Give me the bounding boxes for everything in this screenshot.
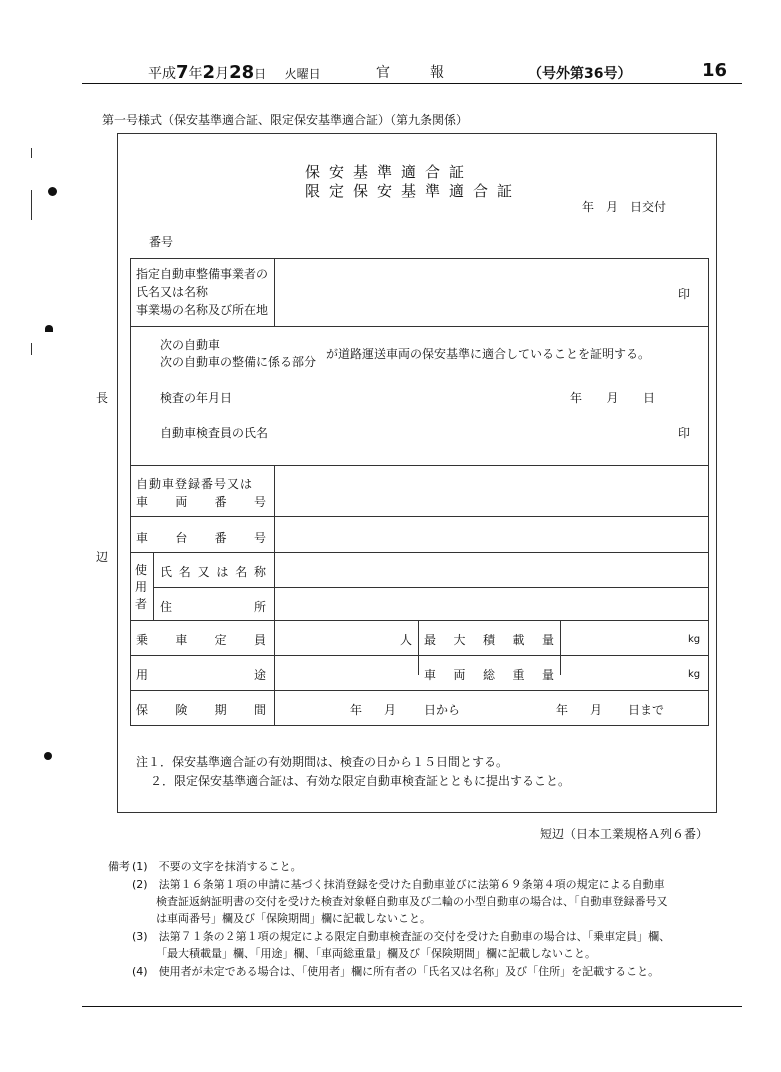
capacity-label: 乗 車 定 員 [136,633,266,647]
inspection-date-label: 検査の年月日 [160,391,233,405]
table-line [153,552,154,620]
remark-2-line-2: 検査証返納証明書の交付を受けた検査対象軽自動車及び二輪の小型自動車の場合は、「自動車登録番号又 [156,895,668,908]
remark-1: (1) 不要の文字を抹消すること。 [132,860,302,873]
gross-weight-label: 車 両 総 重 量 [424,668,554,682]
weekday: 火曜日 [284,67,321,81]
use-label: 用 途 [136,668,266,682]
max-load-label: 最 大 積 載 量 [424,633,554,647]
gross-weight-unit: kg [688,669,701,680]
table-line [130,690,708,691]
remarks-title: 備考 [108,860,130,873]
inspector-seal: 印 [678,426,691,440]
user-name-label: 氏 名 又 は 名 称 [160,565,266,579]
day: 28 [229,62,255,83]
user-address-label: 住 所 [160,600,266,614]
day-unit: 日 [254,67,267,81]
year: 7 [176,62,189,83]
number-label: 番号 [149,235,174,249]
margin-tick [31,148,32,158]
margin-tick [31,343,32,355]
table-line [274,258,275,326]
punch-hole-mark [44,752,52,760]
form-caption: 第一号様式（保安基準適合証、限定保安基準適合証）（第九条関係） [102,113,469,127]
next-parts-label: 次の自動車の整備に係る部分 [160,355,317,369]
table-line [708,258,709,711]
reg-label-1: 自動車登録番号又は [136,477,254,491]
maintainer-label-1: 指定自動車整備事業者の [136,267,269,281]
year-unit: 年 [188,66,203,82]
gazette-name-2: 報 [430,65,444,81]
maintainer-label-3: 事業場の名称及び所在地 [136,303,269,317]
person-unit: 人 [400,633,413,647]
table-line [560,620,561,675]
footer-rule [82,1006,742,1007]
remark-3-line-1: (3) 法第７１条の２第１項の規定による限定自動車検査証の交付を受けた自動車の場合は、「乗車定員」欄、 [132,930,671,943]
form-note-1: 注１．保安基準適合証の有効期間は、検査の日から１５日間とする。 [136,755,509,769]
table-line [130,620,708,621]
remark-2-line-1: (2) 法第１６条第１項の申請に基づく抹消登録を受けた自動車並びに法第６９条第４項の規定による自動車 [132,878,665,891]
maintainer-seal: 印 [678,287,691,301]
table-line [130,690,131,726]
insurance-to-ym: 年 月 [556,703,602,717]
table-line [130,258,708,259]
table-line [130,465,708,466]
insurance-to: 日まで [628,703,665,717]
table-line [130,725,709,726]
insurance-label: 保 険 期 間 [136,703,266,717]
max-load-unit: kg [688,634,701,645]
remark-2-line-3: は車両番号」欄及び「保険期間」欄に記載しないこと。 [156,912,431,925]
table-line [130,552,708,553]
issue-date: 年 月 日交付 [582,200,667,214]
table-line [130,655,708,656]
inspection-date-fields: 年 月 日 [570,391,655,405]
page-number: 16 [702,60,728,81]
certify-statement: が道路運送車両の保安基準に適合していることを証明する。 [326,347,651,361]
title-certificate: 保安基準適合証 [305,163,474,181]
table-line [130,326,708,327]
table-line [153,587,708,588]
next-vehicle-label: 次の自動車 [160,338,221,352]
title-limited-certificate: 限定保安基準適合証 [305,182,522,200]
insurance-from: 日から [424,703,461,717]
short-edge-label: 短辺（日本工業規格Ａ列６番） [540,827,709,841]
inspector-label: 自動車検査員の氏名 [160,426,269,440]
form-note-2: ２．限定保安基準適合証は、有効な限定自動車検査証とともに提出すること。 [150,774,571,788]
side-label-edge: 辺 [96,550,109,564]
chassis-label: 車 台 番 号 [136,531,266,545]
punch-hole-mark [48,187,57,196]
month-unit: 月 [215,66,230,82]
table-line [130,516,708,517]
gazette-date [148,62,321,83]
table-line [274,465,275,620]
reg-label-2: 車 両 番 号 [136,495,266,509]
margin-tick [31,190,32,220]
month: 2 [202,62,216,83]
user-label: 使 用 者 [135,563,148,611]
issue-number: （号外第36号） [528,66,632,82]
side-label-long: 長 [96,391,109,405]
insurance-from-ym: 年 月 [350,703,396,717]
table-line [418,620,419,675]
table-line [274,690,275,726]
table-line [708,690,709,726]
header-rule [82,83,742,84]
maintainer-label-2: 氏名又は名称 [136,285,209,299]
remark-3-line-2: 「最大積載量」欄、「用途」欄、「車両総重量」欄及び「保険期間」欄に記載しないこと。 [156,947,596,960]
punch-hole-mark [45,325,53,332]
era: 平成 [148,66,176,82]
gazette-name-1: 官 [376,65,390,81]
remark-4: (4) 使用者が未定である場合は、「使用者」欄に所有者の「氏名又は名称」及び「住所」を記載すること。 [132,965,660,978]
